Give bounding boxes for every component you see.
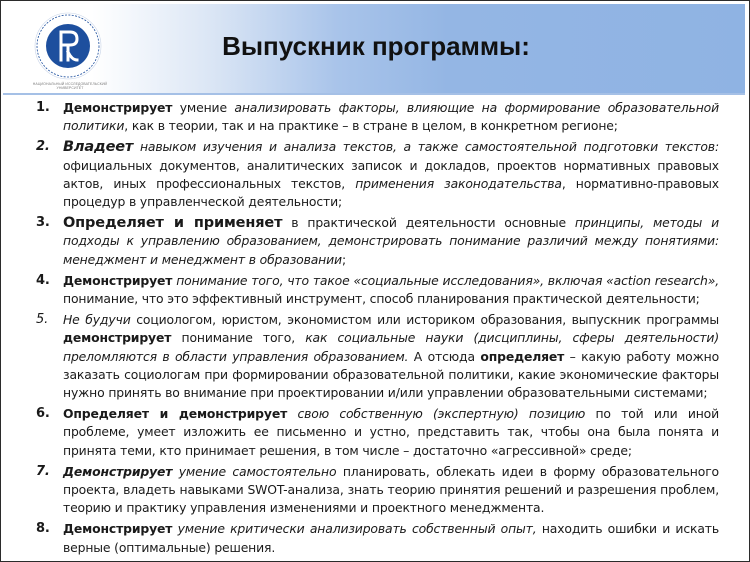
item-text: принципы, методы и подходы к управлению образованием, демонстрировать понимание различий между понятиями: менеджмент и менеджмент в образовании — [63, 215, 719, 267]
item-text: умение критически анализировать собственный опыт, — [172, 521, 537, 537]
item-text: свою собственную (экспертную) позицию — [287, 406, 586, 422]
item-number: 7. — [36, 463, 50, 479]
list-item-4 — [31, 272, 719, 308]
item-text: , как в теории, так и на практике – в стране в целом, в конкретном регионе; — [124, 118, 618, 134]
item-lead: Владеет — [63, 139, 134, 156]
item-text: планировать, облекать идеи в форму образовательного проекта, владеть навыками SWOT-анализа, знать теорию принятия решений и разрешения проблем, теорию и практику управления изменениями и проектного менеджмента. — [63, 463, 719, 516]
item-lead: Определяет и демонстрирует — [63, 406, 288, 422]
item-number: 1. — [36, 100, 50, 115]
item-text: демонстрирует — [63, 330, 172, 346]
item-text: умение самостоятельно — [172, 463, 337, 479]
list-item-8 — [31, 520, 719, 556]
list-item-1 — [31, 99, 719, 135]
item-lead: Не будучи — [63, 312, 131, 328]
list-item-2 — [31, 138, 719, 211]
item-number: 2. — [36, 139, 50, 155]
item-text: понимание того, — [171, 330, 306, 346]
item-text: А отсюда — [408, 348, 481, 364]
item-text: находить ошибки и искать верные (оптимальные) решения. — [63, 521, 719, 555]
item-text: как социальные науки (дисциплины, сферы деятельности) преломляются в области управления образованием. — [63, 330, 720, 364]
item-lead: Демонстрирует — [63, 272, 173, 288]
list-item-3 — [31, 214, 719, 269]
item-number: 5. — [36, 312, 49, 328]
list-item-6 — [31, 405, 719, 460]
item-text: по той или иной проблеме, умеет изложить ее письменно и устно, представить так, чтобы она была понята и принята теми, кто принимает решения, в том числе – достаточно «агрессивной» среде; — [63, 406, 720, 458]
logo-caption-line-2: УНИВЕРСИТЕТ — [56, 86, 84, 90]
item-number: 8. — [36, 521, 50, 537]
item-text: социологом, юристом, экономистом или историком образования, выпускник программы — [130, 312, 719, 328]
item-text: , нормативно-правовых процедур в управленческой деятельности; — [63, 175, 719, 210]
item-lead: Демонстрирует — [63, 100, 173, 115]
hse-university-logo-icon — [33, 11, 103, 91]
list-item-5 — [31, 311, 719, 402]
item-number: 4. — [36, 272, 50, 288]
item-number: 3. — [36, 215, 50, 231]
item-text: умение — [172, 100, 235, 115]
item-text: в практической деятельности основные — [282, 215, 575, 231]
item-lead: Демонстрирует — [63, 521, 173, 537]
page-title: Выпускник программы: — [222, 31, 530, 61]
item-text: анализировать факторы, влияющие на формирование образовательной политики — [63, 100, 719, 134]
item-text: ; — [341, 251, 346, 267]
outcomes-list — [31, 99, 719, 560]
item-lead: Определяет и применяет — [63, 215, 283, 232]
item-text: понимание, что это эффективный инструмент, способ планирования практической деятельности; — [63, 291, 700, 307]
item-text: – какую работу можно заказать социологам при формировании образовательной политики, какие экономические факторы нужно принять во внимание при проектировании и/или управлении образовательными системами; — [63, 348, 719, 401]
item-text: официальных документов, аналитических записок и докладов, проектов нормативных правовых актов, иных профессиональных текстов, — [63, 157, 719, 191]
item-text: применения законодательства — [355, 175, 562, 191]
logo-caption-line-1: НАЦИОНАЛЬНЫЙ ИССЛЕДОВАТЕЛЬСКИЙ — [32, 82, 108, 86]
item-number: 6. — [36, 406, 50, 422]
item-text: определяет — [480, 348, 565, 364]
item-text: понимание того, что такое «социальные исследования», включая «action research», — [172, 272, 719, 288]
list-item-7 — [31, 463, 719, 518]
item-text: навыком изучения и анализа текстов, а также самостоятельной подготовки текстов: — [133, 139, 719, 155]
logo-caption — [27, 82, 113, 90]
item-lead: Демонстрирует — [63, 463, 173, 479]
